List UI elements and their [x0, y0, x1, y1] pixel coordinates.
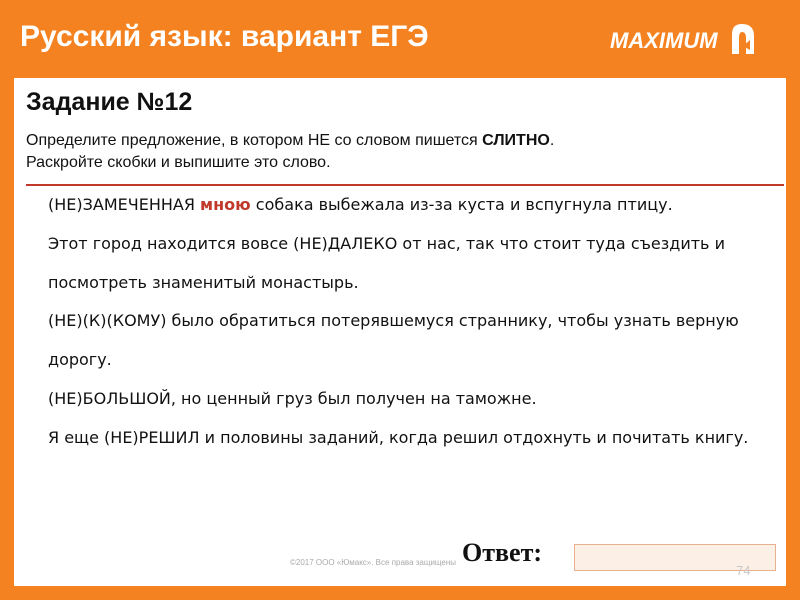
instruction-period: .	[549, 132, 555, 149]
slide-title: Русский язык: вариант ЕГЭ	[20, 20, 429, 53]
task-title: Задание №12	[26, 88, 193, 116]
task-instruction	[26, 130, 726, 174]
sentence-1	[48, 186, 778, 225]
maximum-logo	[610, 18, 760, 68]
logo-text: MAXIMUM	[610, 28, 718, 53]
answer-label: Ответ:	[462, 538, 543, 567]
sentence-list	[48, 186, 778, 458]
task-panel	[14, 78, 786, 586]
maximum-logo-icon	[728, 20, 758, 58]
sentence-3: (НЕ)(К)(КОМУ) было обратиться потерявшемуся страннику, чтобы узнать верную дорогу.	[48, 311, 739, 370]
instruction-line-2: Раскройте скобки и выпишите это слово.	[26, 154, 331, 171]
copyright-footer: ©2017 ООО «Юмакс». Все права защищены	[290, 558, 457, 567]
instruction-text: Определите предложение, в котором НЕ со словом пишется	[26, 132, 483, 149]
sentence-2: Этот город находится вовсе (НЕ)ДАЛЕКО от нас, так что стоит туда съездить и посмотреть знаменитый монастырь.	[48, 233, 725, 292]
sentence-1-end: собака выбежала из-за куста и вспугнула птицу.	[250, 195, 673, 214]
sentence-5: Я еще (НЕ)РЕШИЛ и половины заданий, когда решил отдохнуть и почитать книгу.	[48, 427, 749, 447]
instruction-keyword: СЛИТНО	[482, 132, 550, 149]
sentence-1-start: (НЕ)ЗАМЕЧЕННАЯ	[48, 195, 201, 214]
page-number: 74	[736, 563, 751, 578]
sentence-1-highlight: мною	[200, 195, 251, 214]
sentence-4: (НЕ)БОЛЬШОЙ, но ценный груз был получен на таможне.	[48, 388, 537, 408]
